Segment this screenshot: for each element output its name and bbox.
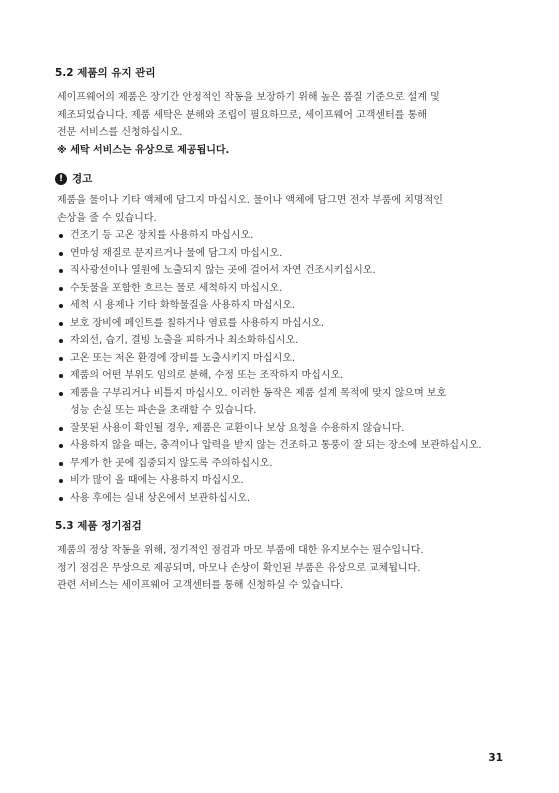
page-number: 31 <box>488 752 503 764</box>
bullet-text-line: 사용 후에는 실내 상온에서 보관하십시오. <box>70 492 251 504</box>
inspection-paragraph <box>55 542 525 595</box>
bullet-dot-icon <box>59 322 63 326</box>
warning-bullet-item <box>59 332 525 350</box>
warning-bullet-item <box>59 315 525 333</box>
paragraph-line: 전문 서비스를 신청하십시오. <box>57 127 183 138</box>
bullet-text-line: 비가 많이 올 때에는 사용하지 마십시오. <box>70 475 244 486</box>
warning-bullet-item <box>59 490 525 508</box>
bullet-dot-icon <box>59 269 63 273</box>
bullet-dot-icon <box>59 357 63 361</box>
warning-bullet-item <box>59 367 525 385</box>
warning-bullet-item <box>59 437 525 455</box>
bullet-text-line: 보호 장비에 페인트를 칠하거나 염료를 사용하지 마십시오. <box>70 317 325 329</box>
maintenance-paragraph <box>55 89 525 142</box>
bullet-text-line: 자외선, 습기, 결빙 노출을 피하거나 최소화하십시오. <box>70 335 299 346</box>
warning-bullet-list <box>55 227 525 507</box>
warning-bullet-item <box>59 297 525 315</box>
paragraph-line: 제품을 물이나 기타 액체에 담그지 마십시오. 물이나 액체에 담그면 전자 부품에 치명적인 <box>57 195 443 206</box>
bullet-text-line: 직사광선이나 열원에 노출되지 않는 곳에 걸어서 자연 건조시키십시오. <box>70 265 376 276</box>
warning-bullet-item <box>59 262 525 280</box>
section-title-inspection: 5.3 제품 정기점검 <box>55 520 142 532</box>
bullet-text-line: 잘못된 사용이 확인될 경우, 제품은 교환이나 보상 요청을 수용하지 않습니다. <box>70 422 405 434</box>
bullet-text-line: 성능 손실 또는 파손을 초래할 수 있습니다. <box>70 405 257 416</box>
bullet-dot-icon <box>59 339 63 343</box>
bullet-dot-icon <box>59 287 63 291</box>
bullet-dot-icon <box>59 252 63 256</box>
page-content <box>55 66 525 595</box>
bullet-text-line: 건조기 등 고온 장치를 사용하지 마십시오. <box>70 230 254 241</box>
paid-service-note: ※ 세탁 서비스는 유상으로 제공됩니다. <box>57 144 230 156</box>
bullet-dot-icon <box>59 462 63 466</box>
bullet-dot-icon <box>59 479 63 483</box>
bullet-text-line: 수돗물을 포함한 흐르는 물로 세척하지 마십시오. <box>70 282 283 294</box>
warning-bullet-item <box>59 245 525 263</box>
bullet-dot-icon <box>59 374 63 378</box>
warning-bullet-item <box>59 455 525 473</box>
warning-bullet-item <box>59 350 525 368</box>
paragraph-line: 제조되었습니다. 제품 세탁은 분해와 조립이 필요하므로, 세이프웨어 고객센터를 통해 <box>57 109 427 121</box>
bullet-dot-icon <box>59 234 63 238</box>
bullet-dot-icon <box>59 304 63 308</box>
bullet-dot-icon <box>59 392 63 396</box>
section-title-maintenance: 5.2 제품의 유지 관리 <box>55 67 156 79</box>
warning-intro <box>55 192 525 227</box>
warning-bullet-item <box>59 420 525 438</box>
warning-title: 경고 <box>72 173 93 185</box>
paragraph-line: 관련 서비스는 세이프웨어 고객센터를 통해 신청하실 수 있습니다. <box>57 580 344 591</box>
bullet-text-line: 고온 또는 저온 환경에 장비를 노출시키지 마십시오. <box>70 352 296 364</box>
bullet-text-line: 무게가 한 곳에 집중되지 않도록 주의하십시오. <box>70 457 273 469</box>
paragraph-line: 제품의 정상 작동을 위해, 정기적인 점검과 마모 부품에 대한 유지보수는 필수입니다. <box>57 545 424 556</box>
bullet-text-line: 제품을 구부리거나 비틀지 마십시오. 이러한 동작은 제품 설계 목적에 맞지 않으며 보호 <box>70 387 447 399</box>
bullet-text-line: 연마성 재질로 문지르거나 물에 담그지 마십시오. <box>70 247 283 259</box>
bullet-dot-icon <box>59 444 63 448</box>
exclamation-icon: ! <box>55 173 67 185</box>
bullet-text-line: 제품의 어떤 부위도 임의로 분해, 수정 또는 조작하지 마십시오. <box>70 370 344 381</box>
paragraph-line: 손상을 줄 수 있습니다. <box>57 212 157 224</box>
bullet-text-line: 사용하지 않을 때는, 충격이나 압력을 받지 않는 건조하고 통풍이 잘 되는 장소에 보관하십시오. <box>70 440 482 451</box>
warning-bullet-item <box>59 227 525 245</box>
bullet-dot-icon <box>59 497 63 501</box>
bullet-text-line: 세척 시 용제나 기타 화학물질을 사용하지 마십시오. <box>70 300 296 311</box>
bullet-dot-icon <box>59 427 63 431</box>
warning-bullet-item <box>59 280 525 298</box>
warning-heading <box>55 172 525 186</box>
warning-bullet-item <box>59 472 525 490</box>
warning-bullet-item <box>59 385 525 420</box>
paragraph-line: 세이프웨어의 제품은 장기간 안정적인 작동을 보장하기 위해 높은 품질 기준으로 설계 및 <box>57 92 440 103</box>
paragraph-line: 정기 점검은 무상으로 제공되며, 마모나 손상이 확인된 부품은 유상으로 교체됩니다. <box>57 562 421 574</box>
